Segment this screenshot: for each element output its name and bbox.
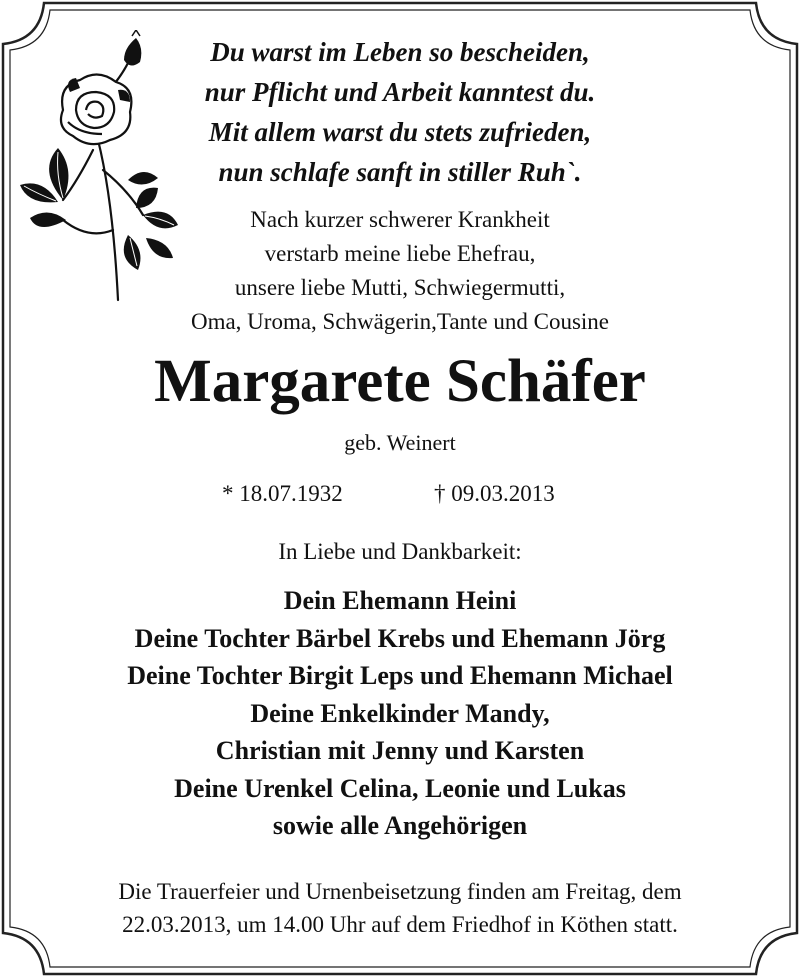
poem-line: nur Pflicht und Arbeit kanntest du. <box>204 77 596 107</box>
funeral-line: 22.03.2013, um 14.00 Uhr auf dem Friedhof in Köthen statt. <box>122 912 678 937</box>
announcement-line: Nach kurzer schwerer Krankheit <box>250 207 550 232</box>
birth-name: geb. Weinert <box>344 430 456 455</box>
announcement-line: verstarb meine liebe Ehefrau, <box>264 241 536 266</box>
poem-line: nun schlafe sanft in stiller Ruh`. <box>218 157 582 187</box>
poem-line: Mit allem warst du stets zufrieden, <box>208 117 592 147</box>
mourner-line: Deine Tochter Bärbel Krebs und Ehemann Jörg <box>134 623 666 653</box>
poem-line: Du warst im Leben so bescheiden, <box>210 37 590 67</box>
mourner-line: Deine Tochter Birgit Leps und Ehemann Michael <box>127 661 673 690</box>
death-date: † 09.03.2013 <box>434 481 555 506</box>
mourner-line: Dein Ehemann Heini <box>283 586 517 615</box>
deceased-name: Margarete Schäfer <box>154 348 646 415</box>
funeral-notice <box>40 875 760 941</box>
mourner-line: Deine Enkelkinder Mandy, <box>250 698 550 728</box>
gratitude-line: In Liebe und Dankbarkeit: <box>278 539 522 564</box>
mourner-line: Deine Urenkel Celina, Leonie und Lukas <box>174 773 626 803</box>
mourner-line: sowie alle Angehörigen <box>272 811 528 840</box>
mourners-list <box>40 582 760 845</box>
mourner-line: Christian mit Jenny und Karsten <box>215 736 585 765</box>
death-announcement <box>100 203 700 339</box>
announcement-line: Oma, Uroma, Schwägerin,Tante und Cousine <box>190 309 610 334</box>
announcement-line: unsere liebe Mutti, Schwiegermutti, <box>234 275 566 300</box>
funeral-line: Die Trauerfeier und Urnenbeisetzung finden am Freitag, dem <box>118 879 682 904</box>
birth-date: * 18.07.1932 <box>222 481 343 506</box>
memorial-poem <box>150 32 650 192</box>
